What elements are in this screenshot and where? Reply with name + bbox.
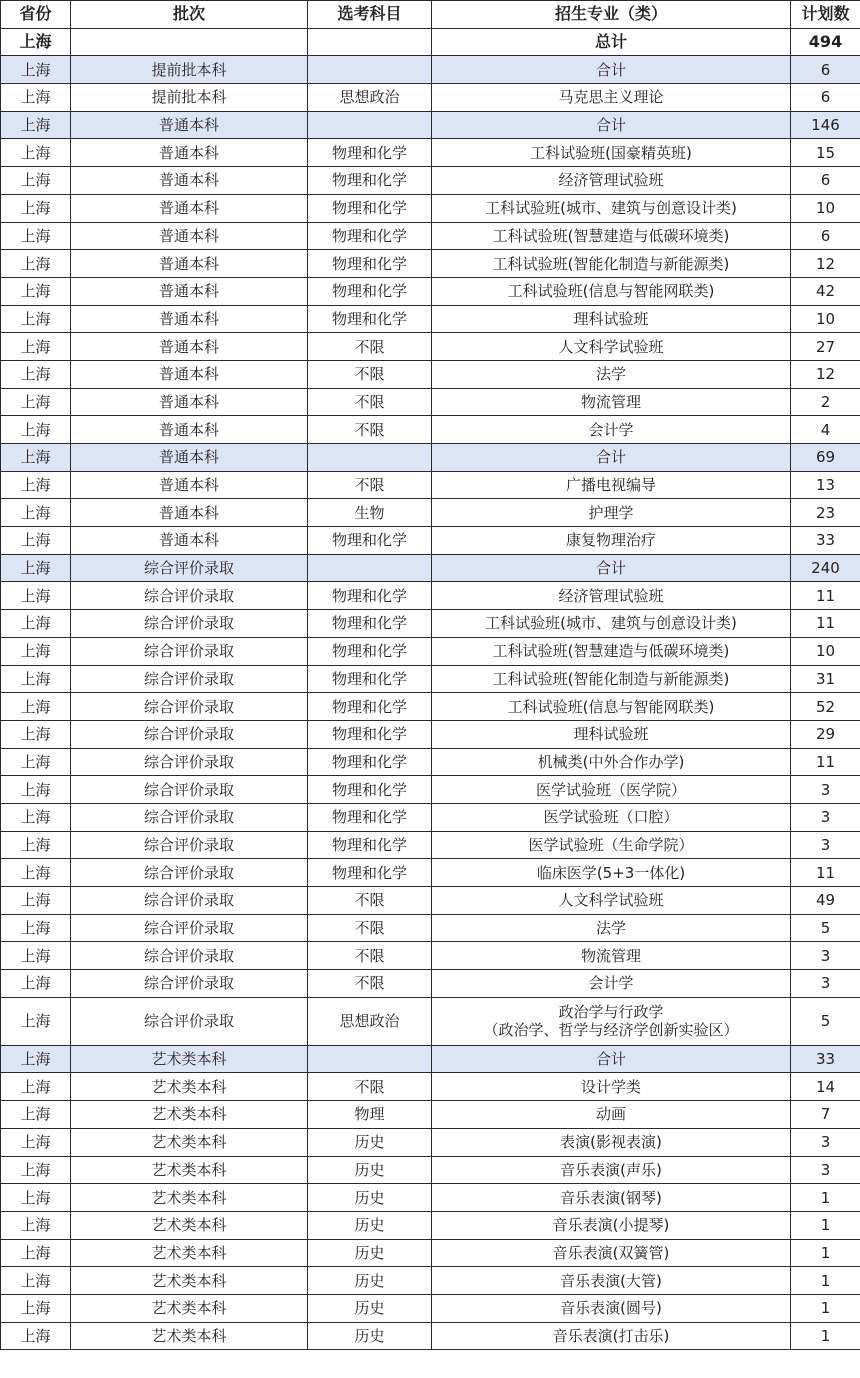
table-row	[1, 610, 860, 638]
cell-major: 马克思主义理论	[432, 84, 791, 112]
cell-province: 上海	[1, 554, 71, 582]
cell-subject: 历史	[308, 1239, 432, 1267]
cell-province: 上海	[1, 277, 71, 305]
table-row	[1, 1101, 860, 1129]
table-row	[1, 527, 860, 555]
cell-batch: 艺术类本科	[71, 1267, 308, 1295]
cell-count: 29	[791, 720, 860, 748]
table-row	[1, 84, 860, 112]
cell-count: 33	[791, 1045, 860, 1073]
cell-count: 3	[791, 776, 860, 804]
cell-subject: 历史	[308, 1322, 432, 1350]
cell-batch: 普通本科	[71, 471, 308, 499]
table-row	[1, 471, 860, 499]
cell-count: 10	[791, 305, 860, 333]
table-row	[1, 1322, 860, 1350]
cell-count: 23	[791, 499, 860, 527]
cell-major: 音乐表演(小提琴)	[432, 1211, 791, 1239]
cell-subject: 物理和化学	[308, 582, 432, 610]
header-batch: 批次	[71, 1, 308, 29]
cell-count: 4	[791, 416, 860, 444]
cell-batch: 普通本科	[71, 416, 308, 444]
cell-subject: 物理和化学	[308, 610, 432, 638]
cell-subject: 物理和化学	[308, 720, 432, 748]
cell-count: 69	[791, 444, 860, 472]
cell-major: 工科试验班(城市、建筑与创意设计类)	[432, 194, 791, 222]
total-row	[1, 28, 860, 56]
table-row	[1, 1156, 860, 1184]
cell-major: 合计	[432, 111, 791, 139]
cell-subject: 不限	[308, 942, 432, 970]
cell-province: 上海	[1, 859, 71, 887]
cell-major: 工科试验班(智慧建造与低碳环境类)	[432, 222, 791, 250]
cell-major: 音乐表演(大管)	[432, 1267, 791, 1295]
cell-batch: 普通本科	[71, 388, 308, 416]
cell-subject: 生物	[308, 499, 432, 527]
cell-province: 上海	[1, 388, 71, 416]
cell-count: 1	[791, 1294, 860, 1322]
cell-province: 上海	[1, 222, 71, 250]
cell-batch: 综合评价录取	[71, 693, 308, 721]
cell-batch: 普通本科	[71, 250, 308, 278]
cell-subject	[308, 111, 432, 139]
table-row	[1, 360, 860, 388]
cell-major: 工科试验班(信息与智能网联类)	[432, 277, 791, 305]
cell-batch: 艺术类本科	[71, 1128, 308, 1156]
cell-subject: 物理和化学	[308, 831, 432, 859]
cell-count: 3	[791, 1128, 860, 1156]
cell-batch: 艺术类本科	[71, 1239, 308, 1267]
cell-batch: 提前批本科	[71, 84, 308, 112]
cell-major: 理科试验班	[432, 720, 791, 748]
cell-major: 经济管理试验班	[432, 582, 791, 610]
table-row	[1, 1239, 860, 1267]
cell-major: 医学试验班（生命学院）	[432, 831, 791, 859]
cell-subject: 不限	[308, 416, 432, 444]
cell-province: 上海	[1, 111, 71, 139]
table-row	[1, 776, 860, 804]
cell-subject	[308, 554, 432, 582]
cell-count: 15	[791, 139, 860, 167]
table-row	[1, 499, 860, 527]
cell-subject	[308, 56, 432, 84]
cell-batch: 综合评价录取	[71, 831, 308, 859]
cell-province: 上海	[1, 1322, 71, 1350]
cell-subject: 思想政治	[308, 997, 432, 1045]
cell-count: 6	[791, 56, 860, 84]
cell-major: 动画	[432, 1101, 791, 1129]
cell-subject: 不限	[308, 388, 432, 416]
cell-province: 上海	[1, 139, 71, 167]
cell-province: 上海	[1, 527, 71, 555]
table-row	[1, 1294, 860, 1322]
cell-count: 12	[791, 360, 860, 388]
cell-batch: 普通本科	[71, 139, 308, 167]
cell-batch: 综合评价录取	[71, 610, 308, 638]
table-row	[1, 222, 860, 250]
cell-subject: 历史	[308, 1267, 432, 1295]
cell-province: 上海	[1, 333, 71, 361]
header-subject: 选考科目	[308, 1, 432, 29]
cell-major: 经济管理试验班	[432, 167, 791, 195]
cell-province: 上海	[1, 1294, 71, 1322]
cell-province: 上海	[1, 748, 71, 776]
cell-batch: 普通本科	[71, 444, 308, 472]
cell-major: 工科试验班(智慧建造与低碳环境类)	[432, 637, 791, 665]
cell-batch: 艺术类本科	[71, 1045, 308, 1073]
cell-major: 总计	[432, 28, 791, 56]
cell-major: 工科试验班(智能化制造与新能源类)	[432, 665, 791, 693]
table-row	[1, 1267, 860, 1295]
subtotal-row	[1, 56, 860, 84]
subtotal-row	[1, 444, 860, 472]
subtotal-row	[1, 554, 860, 582]
cell-province: 上海	[1, 194, 71, 222]
cell-major: 会计学	[432, 416, 791, 444]
cell-batch: 艺术类本科	[71, 1322, 308, 1350]
cell-count: 7	[791, 1101, 860, 1129]
cell-count: 31	[791, 665, 860, 693]
table-row	[1, 859, 860, 887]
cell-subject: 不限	[308, 887, 432, 915]
cell-province: 上海	[1, 831, 71, 859]
cell-subject: 思想政治	[308, 84, 432, 112]
cell-province: 上海	[1, 803, 71, 831]
cell-batch: 普通本科	[71, 194, 308, 222]
cell-major: 广播电视编导	[432, 471, 791, 499]
cell-count: 52	[791, 693, 860, 721]
cell-major: 合计	[432, 554, 791, 582]
cell-count: 3	[791, 942, 860, 970]
cell-province: 上海	[1, 1156, 71, 1184]
cell-count: 14	[791, 1073, 860, 1101]
cell-province: 上海	[1, 970, 71, 998]
cell-batch: 艺术类本科	[71, 1156, 308, 1184]
cell-subject: 物理和化学	[308, 222, 432, 250]
cell-province: 上海	[1, 637, 71, 665]
cell-major: 工科试验班(城市、建筑与创意设计类)	[432, 610, 791, 638]
cell-subject: 物理和化学	[308, 527, 432, 555]
cell-major: 人文科学试验班	[432, 333, 791, 361]
cell-province: 上海	[1, 499, 71, 527]
cell-batch: 综合评价录取	[71, 942, 308, 970]
cell-major: 表演(影视表演)	[432, 1128, 791, 1156]
major-line-2: （政治学、哲学与经济学创新实验区）	[483, 1021, 739, 1040]
cell-batch: 综合评价录取	[71, 665, 308, 693]
cell-count: 3	[791, 831, 860, 859]
cell-subject: 物理和化学	[308, 305, 432, 333]
cell-subject: 物理和化学	[308, 859, 432, 887]
cell-major: 工科试验班(国豪精英班)	[432, 139, 791, 167]
cell-subject: 物理和化学	[308, 803, 432, 831]
cell-province: 上海	[1, 305, 71, 333]
cell-batch: 综合评价录取	[71, 887, 308, 915]
cell-count: 33	[791, 527, 860, 555]
major-line-1: 政治学与行政学	[558, 1003, 664, 1022]
header-count: 计划数	[791, 1, 860, 29]
cell-count: 11	[791, 582, 860, 610]
header-row	[1, 1, 860, 29]
cell-batch: 综合评价录取	[71, 748, 308, 776]
cell-major: 会计学	[432, 970, 791, 998]
table-row	[1, 637, 860, 665]
cell-count: 27	[791, 333, 860, 361]
cell-province: 上海	[1, 1184, 71, 1212]
cell-major: 法学	[432, 360, 791, 388]
table-row	[1, 665, 860, 693]
cell-count: 240	[791, 554, 860, 582]
cell-batch: 普通本科	[71, 333, 308, 361]
table-row	[1, 1128, 860, 1156]
cell-count: 1	[791, 1267, 860, 1295]
cell-province: 上海	[1, 665, 71, 693]
table-row	[1, 693, 860, 721]
table-row	[1, 970, 860, 998]
subtotal-row	[1, 1045, 860, 1073]
cell-province: 上海	[1, 1211, 71, 1239]
table-row	[1, 333, 860, 361]
table-row	[1, 1073, 860, 1101]
cell-major: 工科试验班(智能化制造与新能源类)	[432, 250, 791, 278]
table-row	[1, 194, 860, 222]
cell-batch: 提前批本科	[71, 56, 308, 84]
table-row	[1, 942, 860, 970]
cell-subject: 不限	[308, 471, 432, 499]
cell-province: 上海	[1, 887, 71, 915]
cell-province: 上海	[1, 720, 71, 748]
cell-count: 146	[791, 111, 860, 139]
cell-major: 音乐表演(双簧管)	[432, 1239, 791, 1267]
cell-count: 42	[791, 277, 860, 305]
cell-major: 临床医学(5+3一体化)	[432, 859, 791, 887]
cell-subject: 物理和化学	[308, 748, 432, 776]
cell-major: 机械类(中外合作办学)	[432, 748, 791, 776]
table-row	[1, 250, 860, 278]
cell-count: 6	[791, 167, 860, 195]
cell-batch: 艺术类本科	[71, 1294, 308, 1322]
cell-major: 康复物理治疗	[432, 527, 791, 555]
cell-major: 理科试验班	[432, 305, 791, 333]
cell-province: 上海	[1, 444, 71, 472]
cell-batch: 综合评价录取	[71, 720, 308, 748]
cell-batch: 艺术类本科	[71, 1184, 308, 1212]
cell-batch: 综合评价录取	[71, 859, 308, 887]
table-row	[1, 305, 860, 333]
table-row	[1, 997, 860, 1045]
cell-batch: 艺术类本科	[71, 1211, 308, 1239]
cell-major: 合计	[432, 1045, 791, 1073]
cell-subject: 不限	[308, 360, 432, 388]
cell-major: 音乐表演(钢琴)	[432, 1184, 791, 1212]
table-row	[1, 388, 860, 416]
cell-count: 10	[791, 637, 860, 665]
cell-major: 合计	[432, 444, 791, 472]
cell-count: 3	[791, 1156, 860, 1184]
table-row	[1, 139, 860, 167]
header-province: 省份	[1, 1, 71, 29]
cell-batch	[71, 28, 308, 56]
table-row	[1, 720, 860, 748]
cell-major: 护理学	[432, 499, 791, 527]
table-row	[1, 1184, 860, 1212]
cell-subject: 不限	[308, 914, 432, 942]
cell-major: 音乐表演(声乐)	[432, 1156, 791, 1184]
cell-major: 物流管理	[432, 388, 791, 416]
cell-province: 上海	[1, 84, 71, 112]
cell-province: 上海	[1, 942, 71, 970]
cell-major: 人文科学试验班	[432, 887, 791, 915]
cell-province: 上海	[1, 1128, 71, 1156]
table-row	[1, 167, 860, 195]
cell-batch: 普通本科	[71, 111, 308, 139]
cell-batch: 综合评价录取	[71, 776, 308, 804]
cell-subject	[308, 1045, 432, 1073]
cell-count: 494	[791, 28, 860, 56]
cell-subject: 物理和化学	[308, 665, 432, 693]
cell-province: 上海	[1, 28, 71, 56]
cell-province: 上海	[1, 693, 71, 721]
cell-count: 49	[791, 887, 860, 915]
cell-major: 设计学类	[432, 1073, 791, 1101]
table-row	[1, 914, 860, 942]
subtotal-row	[1, 111, 860, 139]
cell-subject: 物理和化学	[308, 776, 432, 804]
cell-subject: 不限	[308, 1073, 432, 1101]
cell-count: 5	[791, 997, 860, 1045]
cell-province: 上海	[1, 997, 71, 1045]
cell-subject: 物理和化学	[308, 637, 432, 665]
cell-subject: 不限	[308, 333, 432, 361]
table-row	[1, 748, 860, 776]
cell-province: 上海	[1, 167, 71, 195]
cell-major: 音乐表演(圆号)	[432, 1294, 791, 1322]
table-row	[1, 1211, 860, 1239]
cell-count: 1	[791, 1211, 860, 1239]
cell-batch: 普通本科	[71, 222, 308, 250]
cell-batch: 综合评价录取	[71, 914, 308, 942]
cell-count: 6	[791, 84, 860, 112]
cell-major: 合计	[432, 56, 791, 84]
cell-count: 13	[791, 471, 860, 499]
cell-province: 上海	[1, 582, 71, 610]
cell-batch: 艺术类本科	[71, 1101, 308, 1129]
cell-count: 1	[791, 1322, 860, 1350]
cell-subject: 物理和化学	[308, 277, 432, 305]
cell-subject: 历史	[308, 1184, 432, 1212]
cell-major: 物流管理	[432, 942, 791, 970]
cell-batch: 综合评价录取	[71, 637, 308, 665]
table-row	[1, 582, 860, 610]
cell-count: 5	[791, 914, 860, 942]
cell-count: 12	[791, 250, 860, 278]
table-row	[1, 887, 860, 915]
cell-batch: 普通本科	[71, 360, 308, 388]
cell-batch: 综合评价录取	[71, 970, 308, 998]
cell-subject: 不限	[308, 970, 432, 998]
cell-count: 3	[791, 970, 860, 998]
cell-subject	[308, 444, 432, 472]
cell-batch: 综合评价录取	[71, 554, 308, 582]
cell-province: 上海	[1, 914, 71, 942]
cell-province: 上海	[1, 1267, 71, 1295]
cell-subject: 历史	[308, 1211, 432, 1239]
cell-batch: 艺术类本科	[71, 1073, 308, 1101]
cell-batch: 普通本科	[71, 305, 308, 333]
cell-count: 11	[791, 748, 860, 776]
cell-subject: 物理和化学	[308, 194, 432, 222]
cell-batch: 普通本科	[71, 167, 308, 195]
cell-subject: 物理和化学	[308, 250, 432, 278]
cell-subject: 物理和化学	[308, 167, 432, 195]
cell-count: 10	[791, 194, 860, 222]
cell-subject: 物理	[308, 1101, 432, 1129]
cell-province: 上海	[1, 471, 71, 499]
cell-province: 上海	[1, 1101, 71, 1129]
cell-province: 上海	[1, 250, 71, 278]
cell-subject: 物理和化学	[308, 139, 432, 167]
cell-subject: 历史	[308, 1156, 432, 1184]
cell-major: 工科试验班(信息与智能网联类)	[432, 693, 791, 721]
cell-batch: 综合评价录取	[71, 997, 308, 1045]
cell-major: 医学试验班（口腔）	[432, 803, 791, 831]
cell-batch: 普通本科	[71, 277, 308, 305]
table-row	[1, 831, 860, 859]
cell-province: 上海	[1, 360, 71, 388]
cell-major: 医学试验班（医学院）	[432, 776, 791, 804]
cell-batch: 普通本科	[71, 499, 308, 527]
cell-count: 11	[791, 859, 860, 887]
table-row	[1, 416, 860, 444]
cell-batch: 综合评价录取	[71, 803, 308, 831]
cell-count: 2	[791, 388, 860, 416]
cell-count: 11	[791, 610, 860, 638]
cell-subject	[308, 28, 432, 56]
cell-province: 上海	[1, 776, 71, 804]
cell-province: 上海	[1, 1073, 71, 1101]
cell-province: 上海	[1, 56, 71, 84]
cell-count: 1	[791, 1184, 860, 1212]
cell-province: 上海	[1, 610, 71, 638]
cell-province: 上海	[1, 1239, 71, 1267]
table-row	[1, 803, 860, 831]
header-major: 招生专业（类）	[432, 1, 791, 29]
cell-batch: 普通本科	[71, 527, 308, 555]
cell-major: 法学	[432, 914, 791, 942]
cell-major	[432, 997, 791, 1045]
cell-subject: 历史	[308, 1294, 432, 1322]
cell-major: 音乐表演(打击乐)	[432, 1322, 791, 1350]
table-row	[1, 277, 860, 305]
cell-province: 上海	[1, 1045, 71, 1073]
cell-count: 1	[791, 1239, 860, 1267]
cell-batch: 综合评价录取	[71, 582, 308, 610]
cell-count: 3	[791, 803, 860, 831]
cell-count: 6	[791, 222, 860, 250]
cell-subject: 物理和化学	[308, 693, 432, 721]
cell-province: 上海	[1, 416, 71, 444]
cell-subject: 历史	[308, 1128, 432, 1156]
